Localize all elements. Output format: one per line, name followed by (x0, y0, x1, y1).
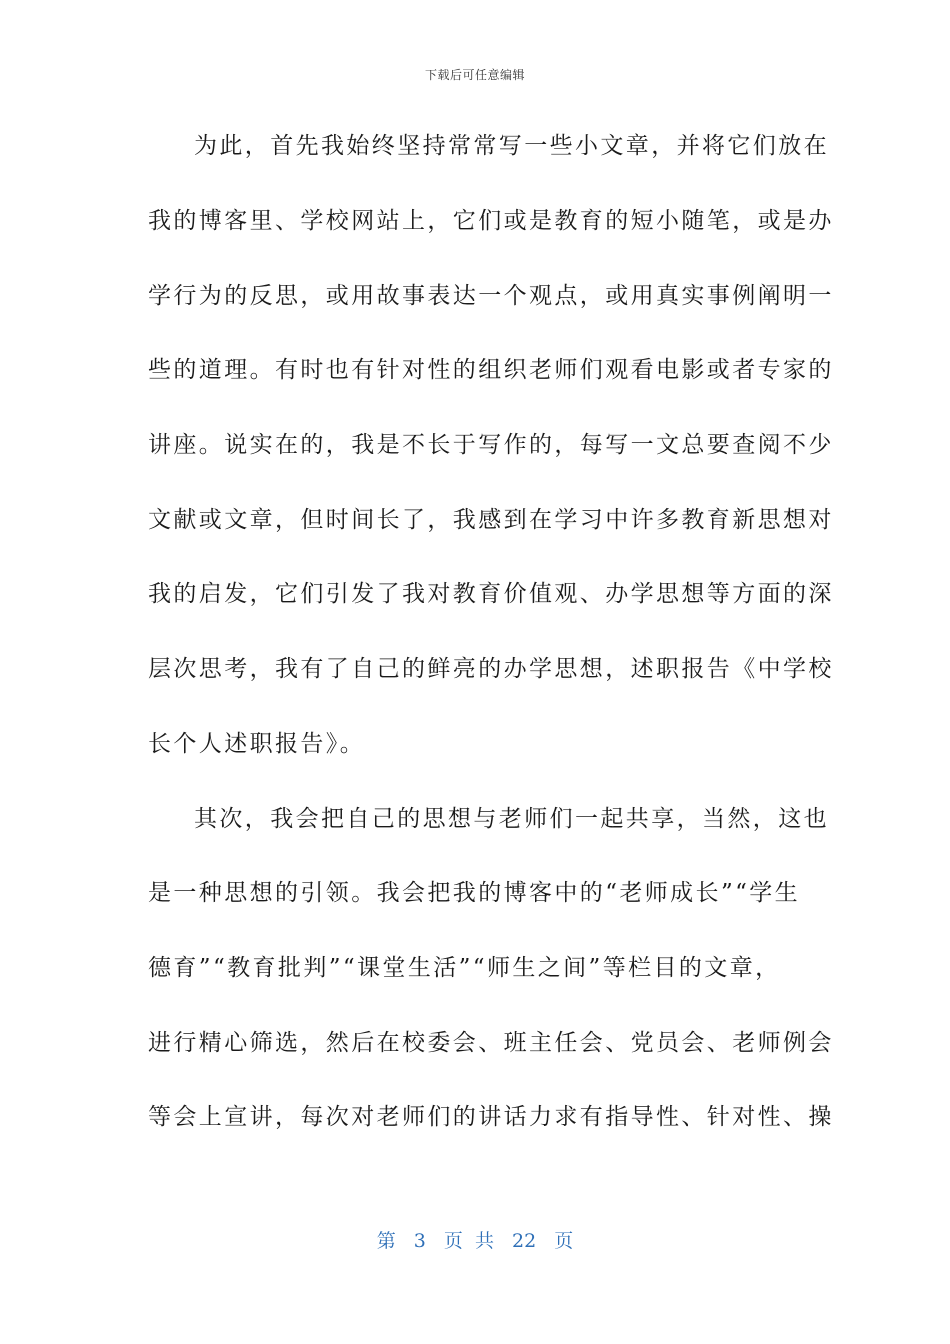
paragraph-line: 我的博客里、学校网站上，它们或是教育的短小随笔，或是办 (148, 208, 834, 234)
footer-total-pages: 22 (512, 1230, 537, 1252)
footer-middle: 页 共 (443, 1230, 494, 1252)
paragraph-line: 其次，我会把自己的思想与老师们一起共享，当然，这也 (194, 806, 829, 832)
footer-prefix: 第 (376, 1230, 396, 1252)
paragraph-line: 层次思考，我有了自己的鲜亮的办学思想，述职报告《中学校 (148, 656, 834, 682)
footer-page-number: 3 (413, 1230, 426, 1252)
paragraph-line: 长个人述职报告》。 (148, 731, 366, 757)
page-footer (0, 1226, 950, 1253)
paragraph-line: 是一种思想的引领。我会把我的博客中的“老师成长”“学生 (148, 880, 801, 906)
paragraph-line: 为此，首先我始终坚持常常写一些小文章，并将它们放在 (194, 133, 829, 159)
paragraph-line: 文献或文章，但时间长了，我感到在学习中许多教育新思想对 (148, 507, 834, 533)
paragraph-line: 我的启发，它们引发了我对教育价值观、办学思想等方面的深 (148, 581, 834, 607)
footer-suffix: 页 (554, 1230, 574, 1252)
paragraph-line: 讲座。说实在的，我是不长于写作的，每写一文总要查阅不少 (148, 432, 834, 458)
header-note: 下载后可任意编辑 (424, 68, 525, 82)
paragraph-line: 等会上宣讲，每次对老师们的讲话力求有指导性、针对性、操 (148, 1104, 834, 1130)
paragraph-line: 进行精心筛选，然后在校委会、班主任会、党员会、老师例会 (148, 1030, 834, 1056)
paragraph-line: 学行为的反思，或用故事表达一个观点，或用真实事例阐明一 (148, 283, 834, 309)
paragraph-line: 些的道理。有时也有针对性的组织老师们观看电影或者专家的 (148, 357, 834, 383)
paragraph-line: 德育”“教育批判”“课堂生活”“师生之间”等栏目的文章， (148, 955, 781, 981)
